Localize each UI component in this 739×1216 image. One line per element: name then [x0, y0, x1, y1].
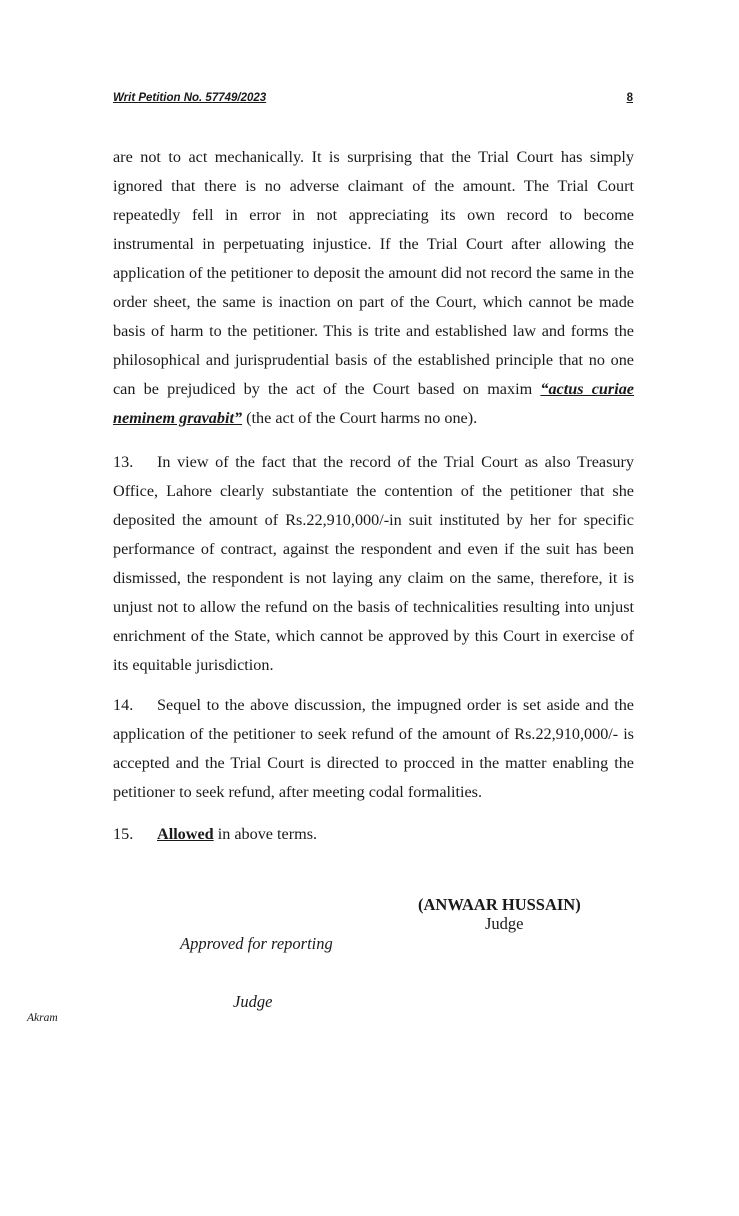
paragraph-continuation [113, 143, 634, 433]
paragraph-number: 15. [113, 825, 134, 843]
paragraph-text-tail: (the act of the Court harms no one). [242, 409, 478, 427]
judge-name: (ANWAAR HUSSAIN) [418, 895, 581, 914]
allowed-label: Allowed [157, 825, 214, 843]
paragraph-text: are not to act mechanically. It is surprising that the Trial Court has simply ignored that there is no adverse claimant of the amount. The Trial Court repeatedly fell in error in not appreciating its own record to become instrumental in perpetuating injustice. If the Trial Court after allowing the application of the petitioner to deposit the amount did not record the same in the order sheet, the same is inaction on part of the Court, which cannot be made basis of harm to the petitioner. This is trite and established law and forms the philosophical and jurisprudential basis of the established principle that no one can be prejudiced by the act of the Court based on maxim [113, 148, 634, 398]
paragraph-15 [113, 820, 634, 849]
typist-initials: Akram [27, 1012, 58, 1024]
paragraph-number: 13. [113, 453, 134, 471]
approval-judge: Judge [233, 992, 273, 1011]
paragraph-13 [113, 448, 634, 680]
page-number: 8 [626, 92, 633, 104]
paragraph-text: Sequel to the above discussion, the impugned order is set aside and the application of the petitioner to seek refund of the amount of Rs.22,910,000/- is accepted and the Trial Court is directed to procced in the matter enabling the petitioner to seek refund, after meeting codal formalities. [113, 696, 634, 801]
paragraph-number: 14. [113, 696, 134, 714]
paragraph-text: in above terms. [213, 825, 318, 843]
page-header [113, 92, 633, 110]
judge-title: Judge [485, 914, 524, 933]
approved-for-reporting: Approved for reporting [180, 934, 333, 953]
legal-maxim: “actus curiae neminem gravabit” [113, 380, 634, 427]
paragraph-14 [113, 691, 634, 807]
paragraph-text: In view of the fact that the record of the Trial Court as also Treasury Office, Lahore clearly substantiate the contention of the petitioner that she deposited the amount of Rs.22,910,000/-in suit instituted by her for specific performance of contract, against the respondent and even if the suit has been dismissed, the respondent is not laying any claim on the same, therefore, it is unjust not to allow the refund on the basis of technicalities resulting into unjust enrichment of the State, which cannot be approved by this Court in exercise of its equitable jurisdiction. [113, 453, 634, 674]
case-title: Writ Petition No. 57749/2023 [113, 92, 267, 104]
